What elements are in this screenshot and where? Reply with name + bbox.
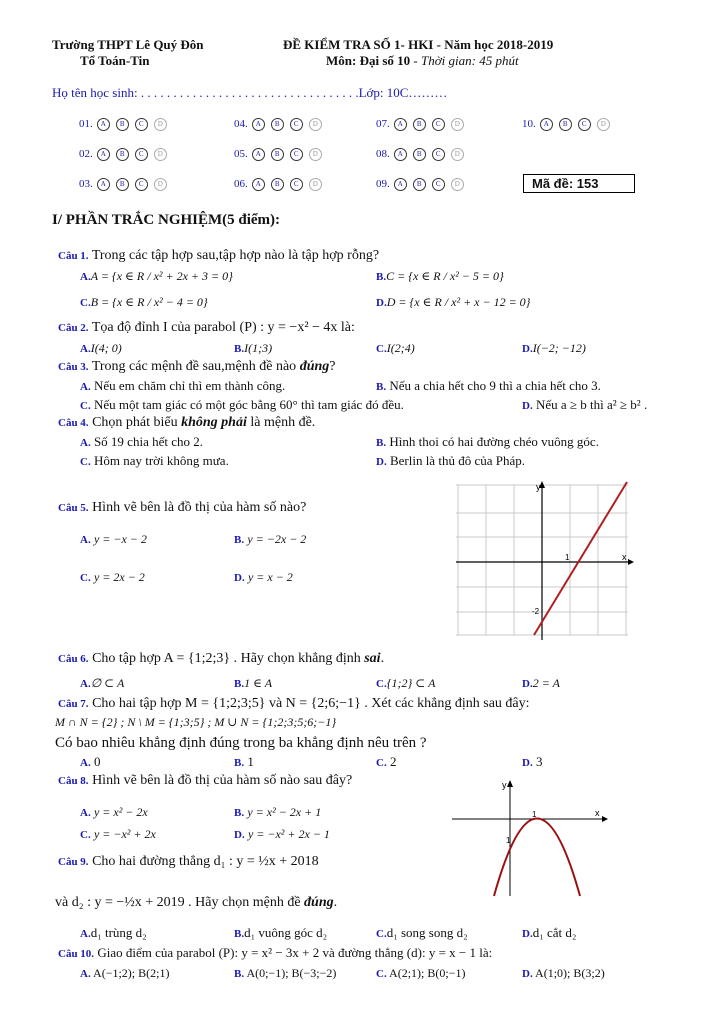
q3-option-a[interactable]: A. Nếu em chăm chỉ thì em thành công.: [80, 378, 286, 393]
answer-bubble-b[interactable]: B: [116, 178, 129, 191]
answer-number: 07.: [376, 118, 390, 131]
answer-row: [376, 148, 470, 161]
q10-option-c[interactable]: C. A(2;1); B(0;−1): [376, 966, 466, 980]
q9-option-a[interactable]: A.d₁ trùng d₂: [80, 925, 147, 940]
q9-option-b[interactable]: B.d₁ vuông góc d₂: [234, 925, 328, 940]
answer-bubble-c[interactable]: C: [432, 178, 445, 191]
question-4: Câu 4. Chọn phát biểu không phải là mệnh đề.: [58, 415, 316, 430]
answer-bubble-a[interactable]: A: [97, 148, 110, 161]
answer-row: [376, 178, 470, 191]
answer-bubble-a[interactable]: A: [540, 118, 553, 131]
q7-question-line: Có bao nhiêu khẳng định đúng trong ba khẳng định nêu trên ?: [55, 735, 427, 751]
answer-bubble-c[interactable]: C: [290, 118, 303, 131]
answer-bubble-a[interactable]: A: [252, 118, 265, 131]
q6-option-a[interactable]: A.∅ ⊂ A: [80, 676, 125, 690]
answer-bubble-a[interactable]: A: [394, 118, 407, 131]
q2-option-c[interactable]: C.I(2;4): [376, 341, 415, 355]
answer-bubble-c[interactable]: C: [135, 118, 148, 131]
q8-option-c[interactable]: C. y = −x² + 2x: [80, 827, 156, 841]
answer-number: 02.: [79, 148, 93, 161]
q7-option-b[interactable]: B. 1: [234, 754, 254, 769]
parabola-curve: [494, 819, 580, 897]
answer-bubble-d[interactable]: D: [597, 118, 610, 131]
answer-bubble-c[interactable]: C: [290, 148, 303, 161]
question-9: Câu 9. Cho hai đường thẳng d₁ : y = ½x + 2018: [58, 854, 319, 869]
graph-q8: [452, 776, 612, 898]
answer-bubble-b[interactable]: B: [271, 118, 284, 131]
q5-option-d[interactable]: D. y = x − 2: [234, 570, 293, 584]
q8-option-b[interactable]: B. y = x² − 2x + 1: [234, 805, 322, 819]
answer-bubble-d[interactable]: D: [154, 118, 167, 131]
answer-bubble-c[interactable]: C: [135, 178, 148, 191]
answer-row: [79, 148, 173, 161]
graph1-tick-neg2: -2: [532, 607, 540, 616]
question-2: Câu 2. Tọa độ đỉnh I của parabol (P) : y = −x² − 4x là:: [58, 320, 355, 335]
q2-option-a[interactable]: A.I(4; 0): [80, 341, 122, 355]
q6-option-b[interactable]: B.1 ∈ A: [234, 676, 273, 690]
answer-bubble-b[interactable]: B: [116, 118, 129, 131]
question-1: Câu 1. Trong các tập hợp sau,tập hợp nào là tập hợp rỗng?: [58, 248, 380, 263]
exam-title: ĐỀ KIỂM TRA SỐ 1- HKI - Năm học 2018-2019: [283, 37, 554, 52]
answer-bubble-c[interactable]: C: [432, 118, 445, 131]
exam-subject: Môn: Đại số 10 - Thời gian: 45 phút: [326, 53, 519, 68]
answer-bubble-c[interactable]: C: [578, 118, 591, 131]
answer-bubble-a[interactable]: A: [97, 118, 110, 131]
answer-bubble-b[interactable]: B: [271, 178, 284, 191]
q1-option-c[interactable]: C.B = {x ∈ R / x² − 4 = 0}: [80, 295, 208, 309]
q10-option-d[interactable]: D. A(1;0); B(3;2): [522, 966, 605, 980]
answer-bubble-b[interactable]: B: [116, 148, 129, 161]
answer-bubble-b[interactable]: B: [559, 118, 572, 131]
q8-option-d[interactable]: D. y = −x² + 2x − 1: [234, 827, 330, 841]
q7-option-d[interactable]: D. 3: [522, 754, 543, 769]
graph1-x-label: x: [622, 552, 627, 562]
q5-option-a[interactable]: A. y = −x − 2: [80, 532, 147, 546]
department-name: Tổ Toán-Tin: [80, 53, 150, 68]
q3-option-b[interactable]: B. Nếu a chia hết cho 9 thì a chia hết cho 3.: [376, 378, 601, 393]
graph2-y-label: y: [502, 780, 507, 790]
question-6: Câu 6. Cho tập hợp A = {1;2;3} . Hãy chọn khẳng định sai.: [58, 651, 385, 666]
q4-option-b[interactable]: B. Hình thoi có hai đường chéo vuông góc.: [376, 434, 599, 449]
answer-bubble-d[interactable]: D: [451, 178, 464, 191]
answer-bubble-d[interactable]: D: [309, 178, 322, 191]
answer-row: [376, 118, 470, 131]
answer-row: [79, 178, 173, 191]
q8-option-a[interactable]: A. y = x² − 2x: [80, 805, 148, 819]
answer-row: [234, 178, 328, 191]
q3-option-c[interactable]: C. Nếu một tam giác có một góc bằng 60° thì tam giác đó đều.: [80, 397, 404, 412]
question-10: Câu 10. Giao điểm của parabol (P): y = x² − 3x + 2 và đường thẳng (d): y = x − 1 là:: [58, 945, 493, 960]
q9-option-c[interactable]: C.d₁ song song d₂: [376, 925, 468, 940]
section-title: I/ PHẦN TRẮC NGHIỆM(5 điểm):: [52, 212, 281, 228]
q10-option-a[interactable]: A. A(−1;2); B(2;1): [80, 966, 170, 980]
q5-option-c[interactable]: C. y = 2x − 2: [80, 570, 145, 584]
q2-option-d[interactable]: D.I(−2; −12): [522, 341, 586, 355]
q7-option-c[interactable]: C. 2: [376, 754, 397, 769]
q3-option-d[interactable]: D. Nếu a ≥ b thì a² ≥ b² .: [522, 397, 648, 412]
graph2-tick-1b: 1: [506, 836, 511, 845]
answer-number: 09.: [376, 178, 390, 191]
answer-bubble-c[interactable]: C: [432, 148, 445, 161]
q6-option-c[interactable]: C.{1;2} ⊂ A: [376, 676, 436, 690]
graph2-tick-1: 1: [532, 810, 537, 819]
q6-option-d[interactable]: D.2 = A: [522, 676, 560, 690]
graph1-tick-1: 1: [565, 553, 570, 562]
answer-number: 01.: [79, 118, 93, 131]
answer-bubble-b[interactable]: B: [413, 148, 426, 161]
answer-bubble-c[interactable]: C: [135, 148, 148, 161]
question-8: Câu 8. Hình vẽ bên là đồ thị của hàm số nào sau đây?: [58, 773, 353, 788]
q1-option-d[interactable]: D.D = {x ∈ R / x² + x − 12 = 0}: [376, 295, 531, 309]
answer-bubble-d[interactable]: D: [309, 148, 322, 161]
graph-q5: [456, 480, 636, 640]
answer-bubble-d[interactable]: D: [154, 148, 167, 161]
answer-bubble-a[interactable]: A: [252, 178, 265, 191]
q4-option-d[interactable]: D. Berlin là thủ đô của Pháp.: [376, 453, 525, 468]
answer-bubble-b[interactable]: B: [413, 118, 426, 131]
answer-number: 03.: [79, 178, 93, 191]
answer-bubble-d[interactable]: D: [154, 178, 167, 191]
q9-option-d[interactable]: D.d₁ cắt d₂: [522, 925, 577, 940]
answer-row: [234, 148, 328, 161]
answer-bubble-c[interactable]: C: [290, 178, 303, 191]
question-3: Câu 3. Trong các mệnh đề sau,mệnh đề nào đúng?: [58, 359, 336, 374]
q4-option-a[interactable]: A. Số 19 chia hết cho 2.: [80, 434, 203, 449]
answer-number: 10.: [522, 118, 536, 131]
answer-number: 04.: [234, 118, 248, 131]
answer-row: [234, 118, 328, 131]
answer-bubble-b[interactable]: B: [271, 148, 284, 161]
answer-bubble-a[interactable]: A: [394, 178, 407, 191]
question-5: Câu 5. Hình vẽ bên là đồ thị của hàm số nào?: [58, 500, 307, 515]
q7-option-a[interactable]: A. 0: [80, 754, 101, 769]
answer-number: 06.: [234, 178, 248, 191]
q10-option-b[interactable]: B. A(0;−1); B(−3;−2): [234, 966, 337, 980]
answer-row: [79, 118, 173, 131]
student-info-line[interactable]: Họ tên học sinh: . . . . . . . . . . . . . . . . . . . . . . . . . . . . . . . . . .Lớp: 10C………: [52, 85, 448, 100]
graph1-y-label: y: [536, 482, 541, 492]
graph2-x-label: x: [595, 808, 600, 818]
answer-bubble-d[interactable]: D: [451, 118, 464, 131]
q9-line2: và d₂ : y = −½x + 2019 . Hãy chọn mệnh đề đúng.: [55, 895, 338, 910]
q1-option-a[interactable]: A.A = {x ∈ R / x² + 2x + 3 = 0}: [80, 269, 233, 283]
question-7: Câu 7. Cho hai tập hợp M = {1;2;3;5} và N = {2;6;−1} . Xét các khẳng định sau đây:: [58, 696, 530, 711]
answer-number: 05.: [234, 148, 248, 161]
q4-option-c[interactable]: C. Hôm nay trời không mưa.: [80, 453, 229, 468]
answer-number: 08.: [376, 148, 390, 161]
answer-bubble-d[interactable]: D: [451, 148, 464, 161]
answer-bubble-a[interactable]: A: [252, 148, 265, 161]
answer-bubble-b[interactable]: B: [413, 178, 426, 191]
q2-option-b[interactable]: B.I(1;3): [234, 341, 273, 355]
exam-code: Mã đề: 153: [523, 174, 635, 193]
school-name: Trường THPT Lê Quý Đôn: [52, 37, 204, 52]
q1-option-b[interactable]: B.C = {x ∈ R / x² − 5 = 0}: [376, 269, 504, 283]
answer-bubble-d[interactable]: D: [309, 118, 322, 131]
q7-statements: M ∩ N = {2} ; N \ M = {1;3;5} ; M ∪ N = {1;2;3;5;6;−1}: [55, 715, 337, 729]
answer-bubble-a[interactable]: A: [97, 178, 110, 191]
answer-bubble-a[interactable]: A: [394, 148, 407, 161]
q5-option-b[interactable]: B. y = −2x − 2: [234, 532, 307, 546]
answer-row: [522, 118, 616, 131]
